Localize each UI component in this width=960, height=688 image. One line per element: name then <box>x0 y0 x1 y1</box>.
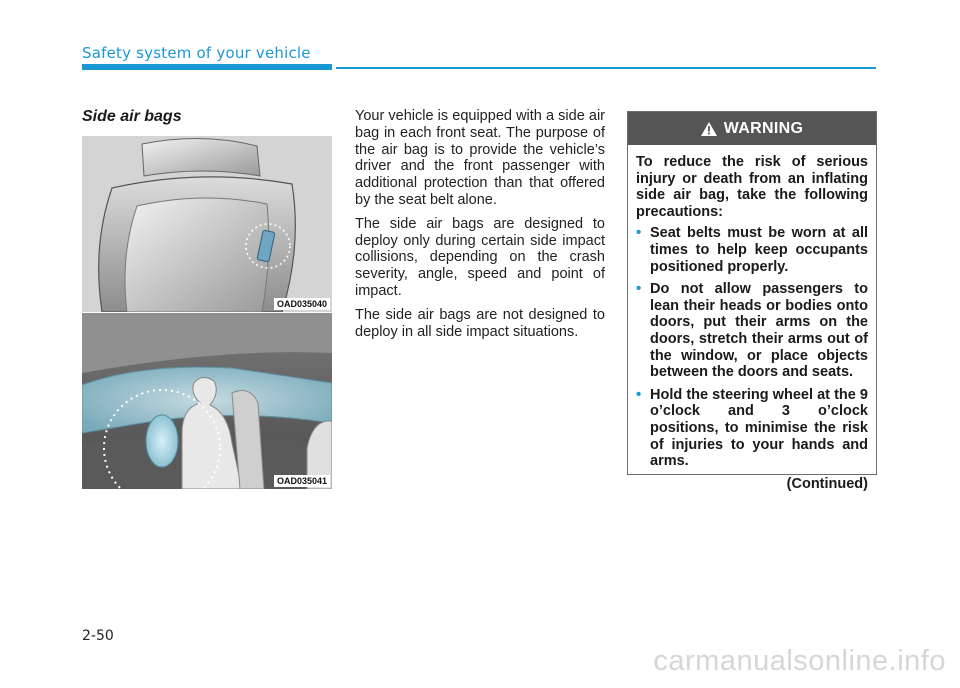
list-item: • Seat belts must be worn at all times to help keep occupants positioned properly. <box>636 224 868 275</box>
body-text <box>355 108 605 347</box>
warning-list <box>636 225 868 469</box>
warning-triangle-icon <box>701 122 717 136</box>
warning-body <box>628 145 876 492</box>
body-paragraph: The side air bags are not designed to deploy in all side impact situations. <box>355 306 605 340</box>
bullet-icon: • <box>636 224 642 242</box>
airbag-drawing <box>82 313 332 489</box>
warning-title: WARNING <box>723 119 804 137</box>
continued-label: (Continued) <box>786 475 868 492</box>
seat-illustration <box>82 136 332 312</box>
warning-box <box>627 111 877 492</box>
bullet-icon: • <box>636 385 642 403</box>
section-title: Safety system of your vehicle <box>82 44 311 62</box>
watermark: carmanualsonline.info <box>653 645 946 677</box>
warning-header <box>628 112 876 145</box>
header-rule-thin <box>336 67 876 69</box>
header-rule-thick <box>82 64 332 70</box>
seat-drawing <box>82 136 332 312</box>
section-heading: Side air bags <box>82 108 182 125</box>
list-item: • Do not allow passengers to lean their heads or bodies onto doors, put their arms on the doors, stretch their arms out of the window, or place objects between the doors and seats. <box>636 280 868 381</box>
page-number: 2-50 <box>82 628 114 644</box>
figure-code: OAD035040 <box>274 298 330 310</box>
warning-intro: To reduce the risk of serious injury or death from an inflating side air bag, take the following precautions: <box>636 154 868 220</box>
body-paragraph: The side air bags are designed to deploy only during certain side impact collisions, depending on the crash severity, angle, speed and point of impact. <box>355 215 605 299</box>
airbag-deployment-illustration <box>82 313 332 489</box>
figure-code: OAD035041 <box>274 475 330 487</box>
body-paragraph: Your vehicle is equipped with a side air bag in each front seat. The purpose of the air bag is to provide the vehicle’s driver and the front passenger with additional protection than that offered by the seat belt alone. <box>355 108 605 208</box>
list-item: • Hold the steering wheel at the 9 o’clock and 3 o’clock positions, to minimise the risk of injuries to your hands and arms. <box>636 385 868 470</box>
bullet-icon: • <box>636 280 642 298</box>
